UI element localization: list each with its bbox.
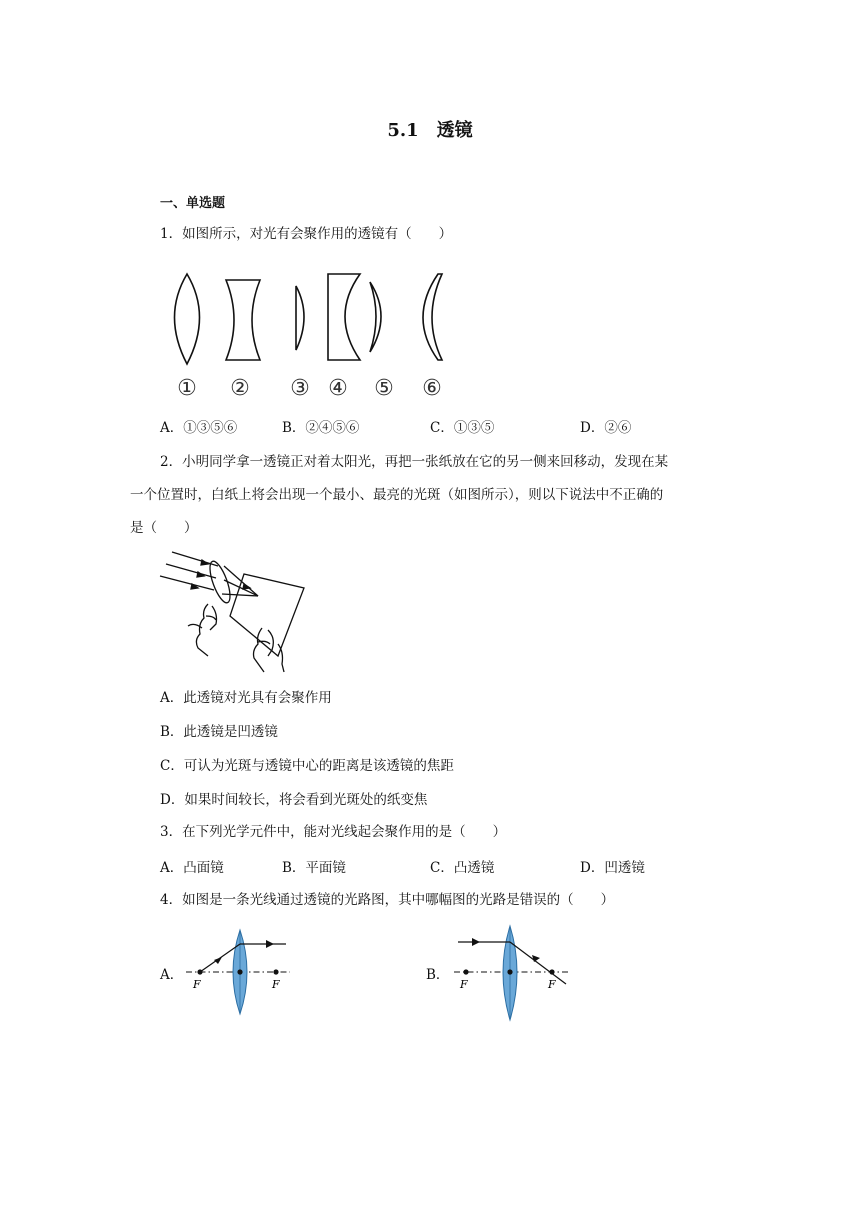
question-4-stem: 4．如图是一条光线通过透镜的光路图，其中哪幅图的光路是错误的（ ） (160, 892, 615, 908)
lens-6-concave-meniscus (423, 274, 442, 360)
lens-5-meniscus (370, 282, 381, 352)
q3-option-a[interactable]: A．凸面镜 (160, 860, 224, 876)
q4-option-b-label[interactable]: B． (426, 967, 450, 983)
q2-sunlight-figure (158, 544, 308, 674)
lens-2-biconcave (226, 280, 260, 360)
q1-option-c[interactable]: C．①③⑤ (430, 420, 495, 436)
focus-label-left: F (193, 978, 201, 991)
q2-option-d[interactable]: D．如果时间较长，将会看到光斑处的纸变焦 (160, 792, 428, 808)
label-6: ⑥ (422, 376, 442, 401)
q4-figure-b (452, 924, 572, 1022)
question-2-stem-line3: 是（ ） (130, 520, 198, 536)
q1-option-a[interactable]: A．①③⑤⑥ (160, 420, 238, 436)
q2-option-b[interactable]: B．此透镜是凹透镜 (160, 724, 278, 740)
q3-option-d[interactable]: D．凹透镜 (580, 860, 645, 876)
lens-3-planoconvex (296, 286, 304, 350)
question-2-stem-line1: 2．小明同学拿一透镜正对着太阳光，再把一张纸放在它的另一侧来回移动，发现在某 (160, 454, 669, 470)
section-heading: 一、单选题 (160, 196, 226, 211)
q2-option-c[interactable]: C．可认为光斑与透镜中心的距离是该透镜的焦距 (160, 758, 454, 774)
focus-label-left: F (460, 978, 468, 991)
label-1: ① (177, 376, 197, 401)
q1-option-d[interactable]: D．②⑥ (580, 420, 632, 436)
lens-4-planoconcave (328, 274, 360, 360)
lens-1-biconvex (175, 274, 200, 364)
label-4: ④ (328, 376, 348, 401)
q3-option-c[interactable]: C．凸透镜 (430, 860, 495, 876)
question-1-stem: 1．如图所示，对光有会聚作用的透镜有（ ） (160, 226, 453, 242)
q3-option-b[interactable]: B．平面镜 (282, 860, 346, 876)
page-title: 5.1 透镜 (387, 120, 473, 141)
focus-label-right: F (272, 978, 280, 991)
q4-figure-a (184, 926, 296, 1018)
q1-option-b[interactable]: B．②④⑤⑥ (282, 420, 360, 436)
q2-option-a[interactable]: A．此透镜对光具有会聚作用 (160, 690, 332, 706)
question-2-stem-line2: 一个位置时，白纸上将会出现一个最小、最亮的光斑（如图所示），则以下说法中不正确的 (130, 487, 664, 503)
q4-option-a-label[interactable]: A． (160, 967, 184, 983)
q1-lens-figure (160, 268, 460, 404)
focus-label-right: F (548, 978, 556, 991)
label-2: ② (230, 376, 250, 401)
label-3: ③ (290, 376, 310, 401)
question-3-stem: 3．在下列光学元件中，能对光线起会聚作用的是（ ） (160, 824, 507, 840)
label-5: ⑤ (374, 376, 394, 401)
